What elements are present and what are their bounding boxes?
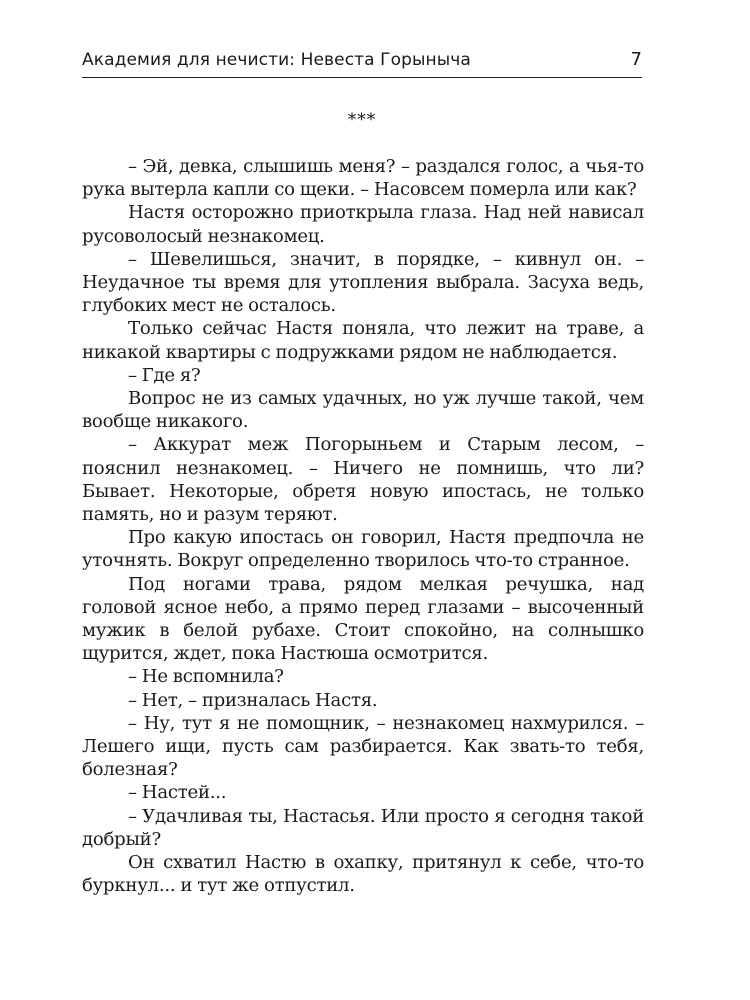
paragraph: – Нет, – призналась Настя. [128,689,378,711]
paragraph: – Шевелишься, значит, в порядке, – кивнул он. – Неудачное ты время для утопления выбрала. Засуха ведь, глубоких мест не осталось. [82,248,644,317]
paragraph: – Удачливая ты, Настасья. Или просто я сегодня такой добрый? [82,805,644,850]
paragraph: Под ногами трава, рядом мелкая речушка, над головой ясное небо, а прямо перед глазами – высоченный мужик в белой рубахе. Стоит спокойно, на солнышко щурится, ждет, пока Настюша осмотрится. [82,573,644,665]
paragraph: Про какую ипостась он говорил, Настя предпочла не уточнять. Вокруг определенно творилось что-то странное. [82,527,644,572]
section-break: *** [347,110,377,130]
paragraph: – Не вспомнила? [128,666,284,688]
paragraph: – Аккурат меж Погорыньем и Старым лесом, – пояснил незнакомец. – Ничего не помнишь, что ли? Бывает. Некоторые, обретя новую ипостась, не только память, но и разум теряют. [82,434,644,526]
paragraph: – Ну, тут я не помощник, – незнакомец нахмурился. – Лешего ищи, пусть сам разбирается. Как звать-то тебя, болезная? [82,712,644,781]
paragraph: Он схватил Настю в охапку, притянул к себе, что-то буркнул... и тут же отпустил. [82,852,644,897]
paragraph: Настя осторожно приоткрыла глаза. Над ней нависал русоволосый незнакомец. [82,202,644,247]
paragraph: – Настей... [128,782,227,804]
running-header [82,44,642,78]
paragraph: Вопрос не из самых удачных, но уж лучше такой, чем вообще никакого. [82,388,644,433]
book-title: Академия для нечисти: Невеста Горыныча [82,50,471,70]
paragraph: Только сейчас Настя поняла, что лежит на траве, а никакой квартиры с подружками рядом не наблюдается. [82,318,644,363]
text-body [82,155,644,898]
paragraph: – Эй, девка, слышишь меня? – раздался голос, а чья-то рука вытерла капли со щеки. – Насовсем померла или как? [82,156,644,201]
paragraph: – Где я? [128,364,201,386]
page-number: 7 [630,49,642,70]
